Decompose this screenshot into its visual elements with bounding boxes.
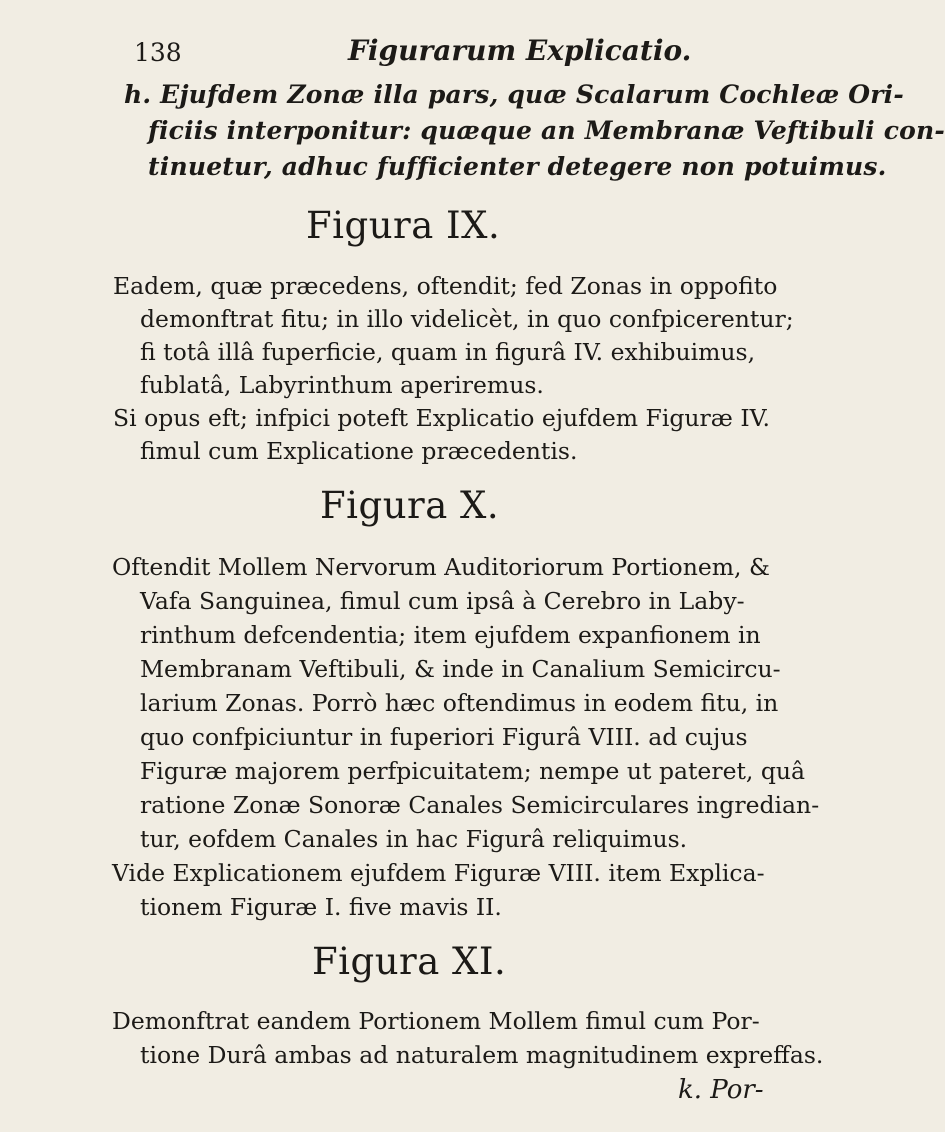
text-line: rinthum defcendentia; item ejufdem expanfionem in — [140, 621, 761, 649]
section-heading: Figura XI. — [312, 940, 507, 983]
text-line: quo confpiciuntur in fuperiori Figurâ VIII. ad cujus — [140, 723, 748, 751]
text-line: tinuetur, adhuc fufficienter detegere non potuimus. — [148, 152, 887, 181]
text-line: h. Ejufdem Zonæ illa pars, quæ Scalarum Cochleæ Ori- — [124, 80, 904, 109]
text-line: Vafa Sanguinea, fimul cum ipsâ à Cerebro in Laby- — [140, 587, 745, 615]
text-line: Figuræ majorem perfpicuitatem; nempe ut pateret, quâ — [140, 757, 806, 785]
text-line: fi totâ illâ fuperficie, quam in figurâ IV. exhibuimus, — [140, 338, 756, 366]
text-line: Membranam Veftibuli, & inde in Canalium Semicircu- — [140, 655, 781, 683]
text-line: ratione Zonæ Sonoræ Canales Semicirculares ingredian- — [140, 791, 820, 819]
page-number: 138 — [134, 38, 182, 67]
text-line: Vide Explicationem ejufdem Figuræ VIII. item Explica- — [112, 859, 765, 887]
text-line: larium Zonas. Porrò hæc oftendimus in eodem fitu, in — [140, 689, 779, 717]
running-head: Figurarum Explicatio. — [348, 34, 692, 67]
page-header — [124, 34, 724, 74]
text-line: Eadem, quæ præcedens, oftendit; fed Zonas in oppofito — [113, 272, 778, 300]
text-line: tionem Figuræ I. five mavis II. — [140, 893, 502, 921]
text-line: ficiis interponitur: quæque an Membranæ Veftibuli con- — [148, 116, 945, 145]
text-line: demonftrat fitu; in illo videlicèt, in quo confpicerentur; — [140, 305, 794, 333]
text-line: tur, eofdem Canales in hac Figurâ reliquimus. — [140, 825, 688, 853]
text-line: Oftendit Mollem Nervorum Auditoriorum Portionem, & — [112, 553, 770, 581]
text-line: Demonftrat eandem Portionem Mollem fimul cum Por- — [112, 1007, 760, 1035]
text-line: fimul cum Explicatione præcedentis. — [140, 437, 578, 465]
section-heading: Figura X. — [320, 484, 500, 527]
text-line: Si opus eft; infpici poteft Explicatio ejufdem Figuræ IV. — [113, 404, 770, 432]
catchword: k. Por- — [678, 1075, 764, 1105]
text-line: tione Durâ ambas ad naturalem magnitudinem expreffas. — [140, 1041, 824, 1069]
section-heading: Figura IX. — [306, 204, 501, 247]
text-line: fublatâ, Labyrinthum aperiremus. — [140, 371, 544, 399]
